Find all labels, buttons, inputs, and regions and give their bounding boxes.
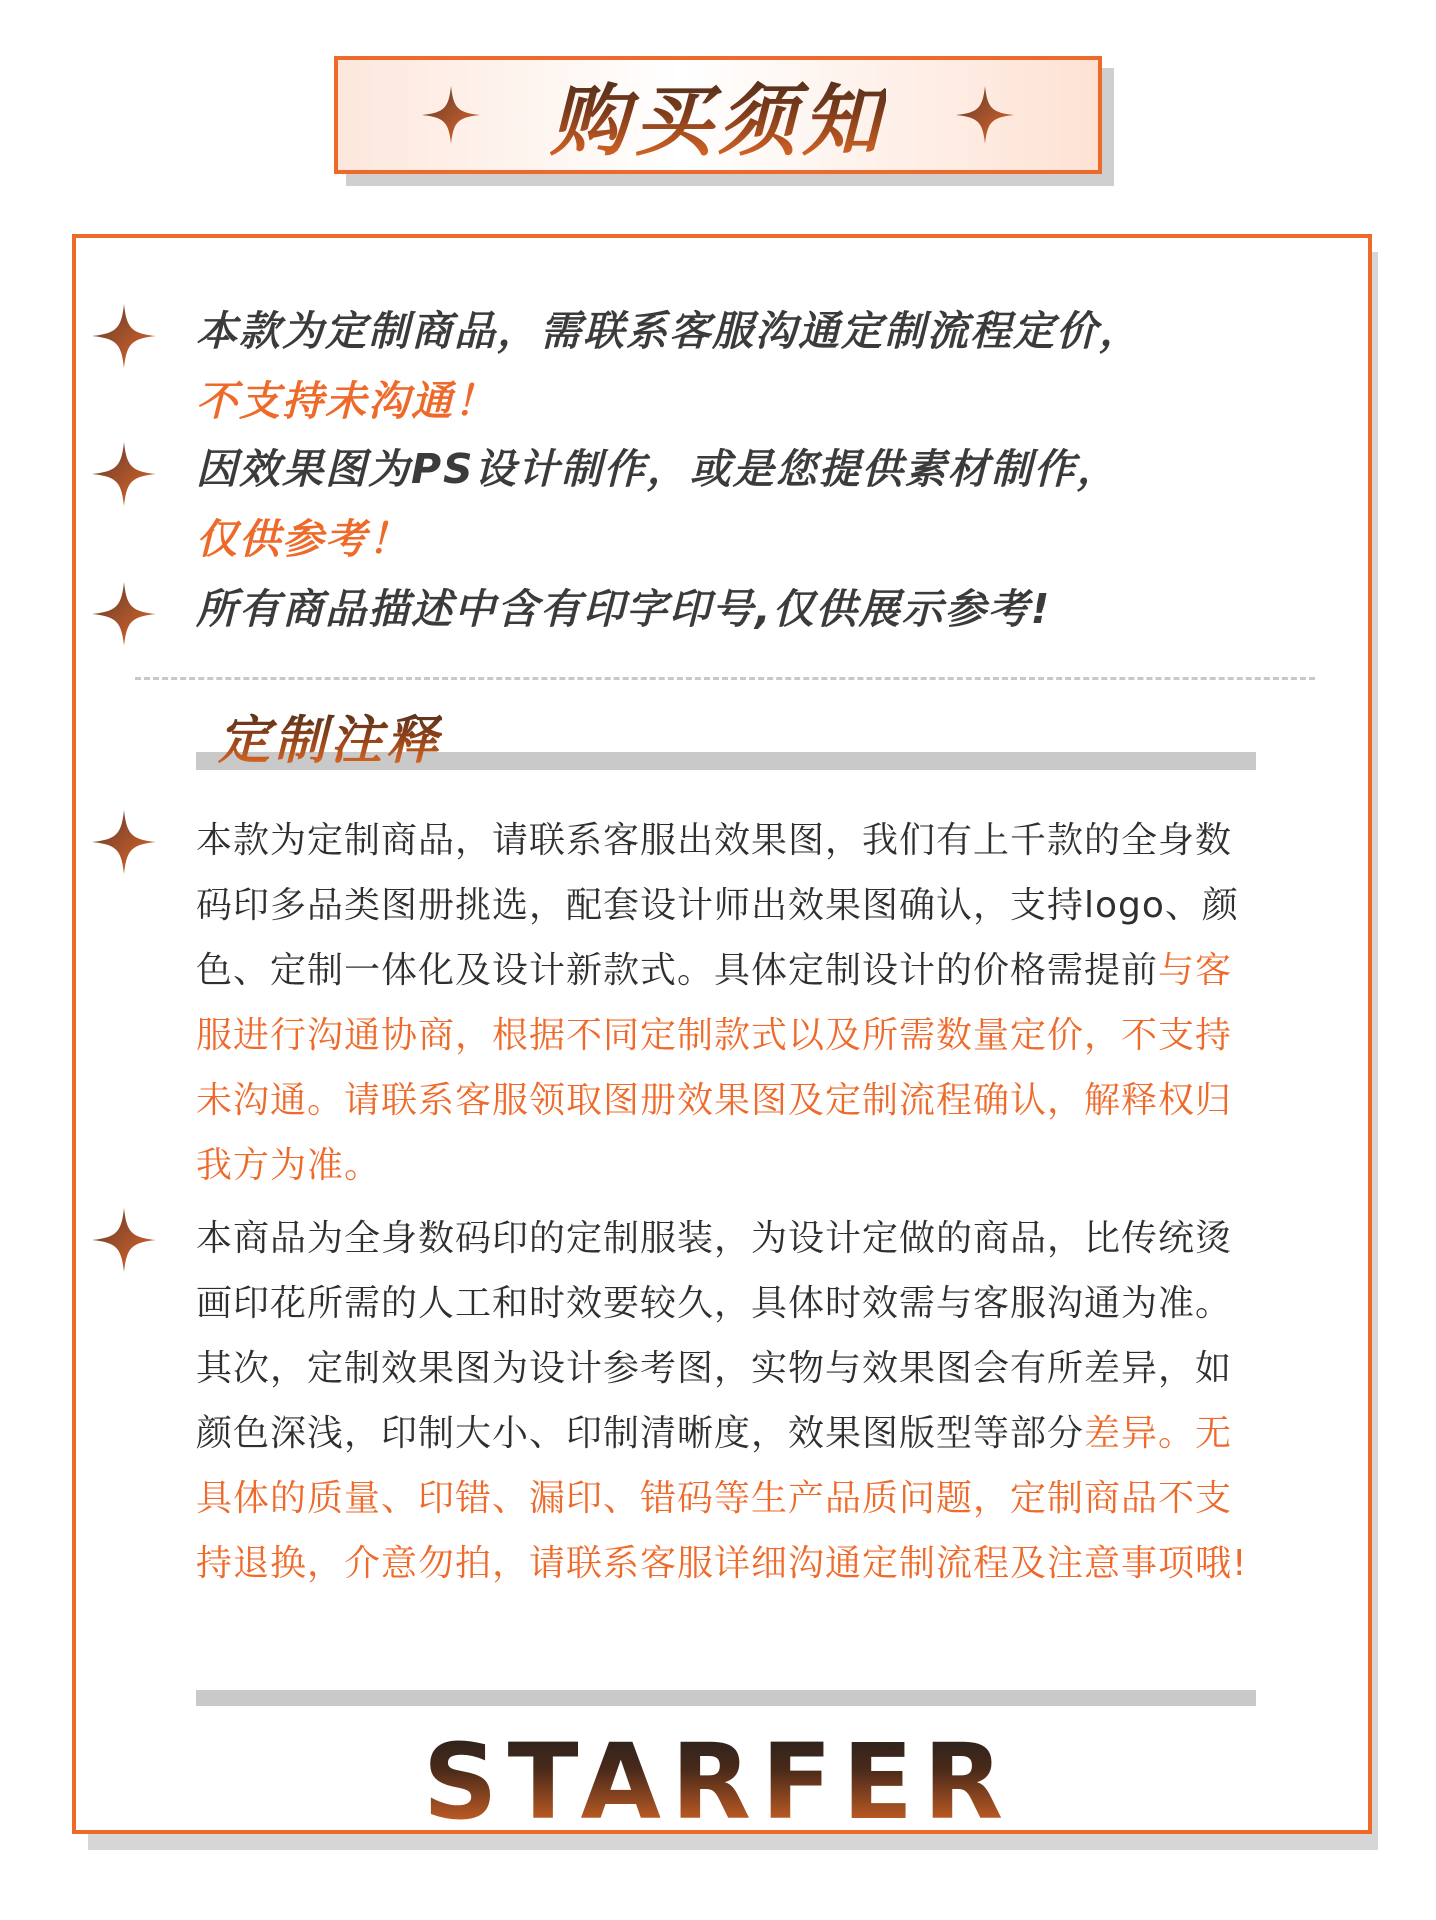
footer-bar [196, 1690, 1256, 1706]
notice-item [92, 296, 1322, 436]
header-banner [334, 56, 1102, 174]
page-title: 购买须知 [550, 59, 886, 171]
four-point-star-icon [422, 86, 480, 144]
four-point-star-icon [92, 1208, 156, 1272]
paragraph-item [92, 808, 1332, 1198]
notice-body: 所有商品描述中含有印字印号,仅供展示参考! [196, 585, 1052, 633]
dashed-divider [135, 677, 1315, 680]
four-point-star-icon [92, 304, 156, 368]
section-title: 定制注释 [218, 698, 442, 773]
notice-highlight: 仅供参考！ [196, 515, 411, 563]
brand-logo: STARFER [0, 1722, 1436, 1842]
paragraph-highlight: 差异。无具体的质量、印错、漏印、错码等生产品质问题，定制商品不支持退换，介意勿拍，请联系客服详细沟通定制流程及注意事项哦! [196, 1413, 1248, 1584]
notice-highlight: 不支持未沟通！ [196, 377, 497, 425]
notice-text [196, 296, 1322, 436]
notice-body: 因效果图为PS设计制作，或是您提供素材制作， [196, 445, 1120, 493]
notice-text [196, 434, 1322, 574]
paragraph-text [196, 1206, 1266, 1596]
notice-text [196, 574, 1322, 644]
notice-item [92, 434, 1322, 574]
four-point-star-icon [92, 442, 156, 506]
paragraph-body: 本商品为全身数码印的定制服装，为设计定做的商品，比传统烫画印花所需的人工和时效要较久，具体时效需与客服沟通为准。其次，定制效果图为设计参考图，实物与效果图会有所差异，如颜色深浅，印制大小、印制清晰度，效果图版型等部分 [196, 1218, 1233, 1454]
paragraph-body: 本款为定制商品，请联系客服出效果图，我们有上千款的全身数码印多品类图册挑选，配套设计师出效果图确认，支持logo、颜色、定制一体化及设计新款式。具体定制设计的价格需提前 [196, 820, 1239, 991]
paragraph-highlight: 与客服进行沟通协商，根据不同定制款式以及所需数量定价，不支持未沟通。请联系客服领取图册效果图及定制流程确认，解释权归我方为准。 [196, 950, 1233, 1186]
paragraph-text [196, 808, 1266, 1198]
four-point-star-icon [92, 810, 156, 874]
notice-body: 本款为定制商品，需联系客服沟通定制流程定价， [196, 307, 1142, 355]
four-point-star-icon [956, 86, 1014, 144]
notice-item [92, 574, 1322, 644]
paragraph-item [92, 1206, 1332, 1596]
four-point-star-icon [92, 582, 156, 646]
